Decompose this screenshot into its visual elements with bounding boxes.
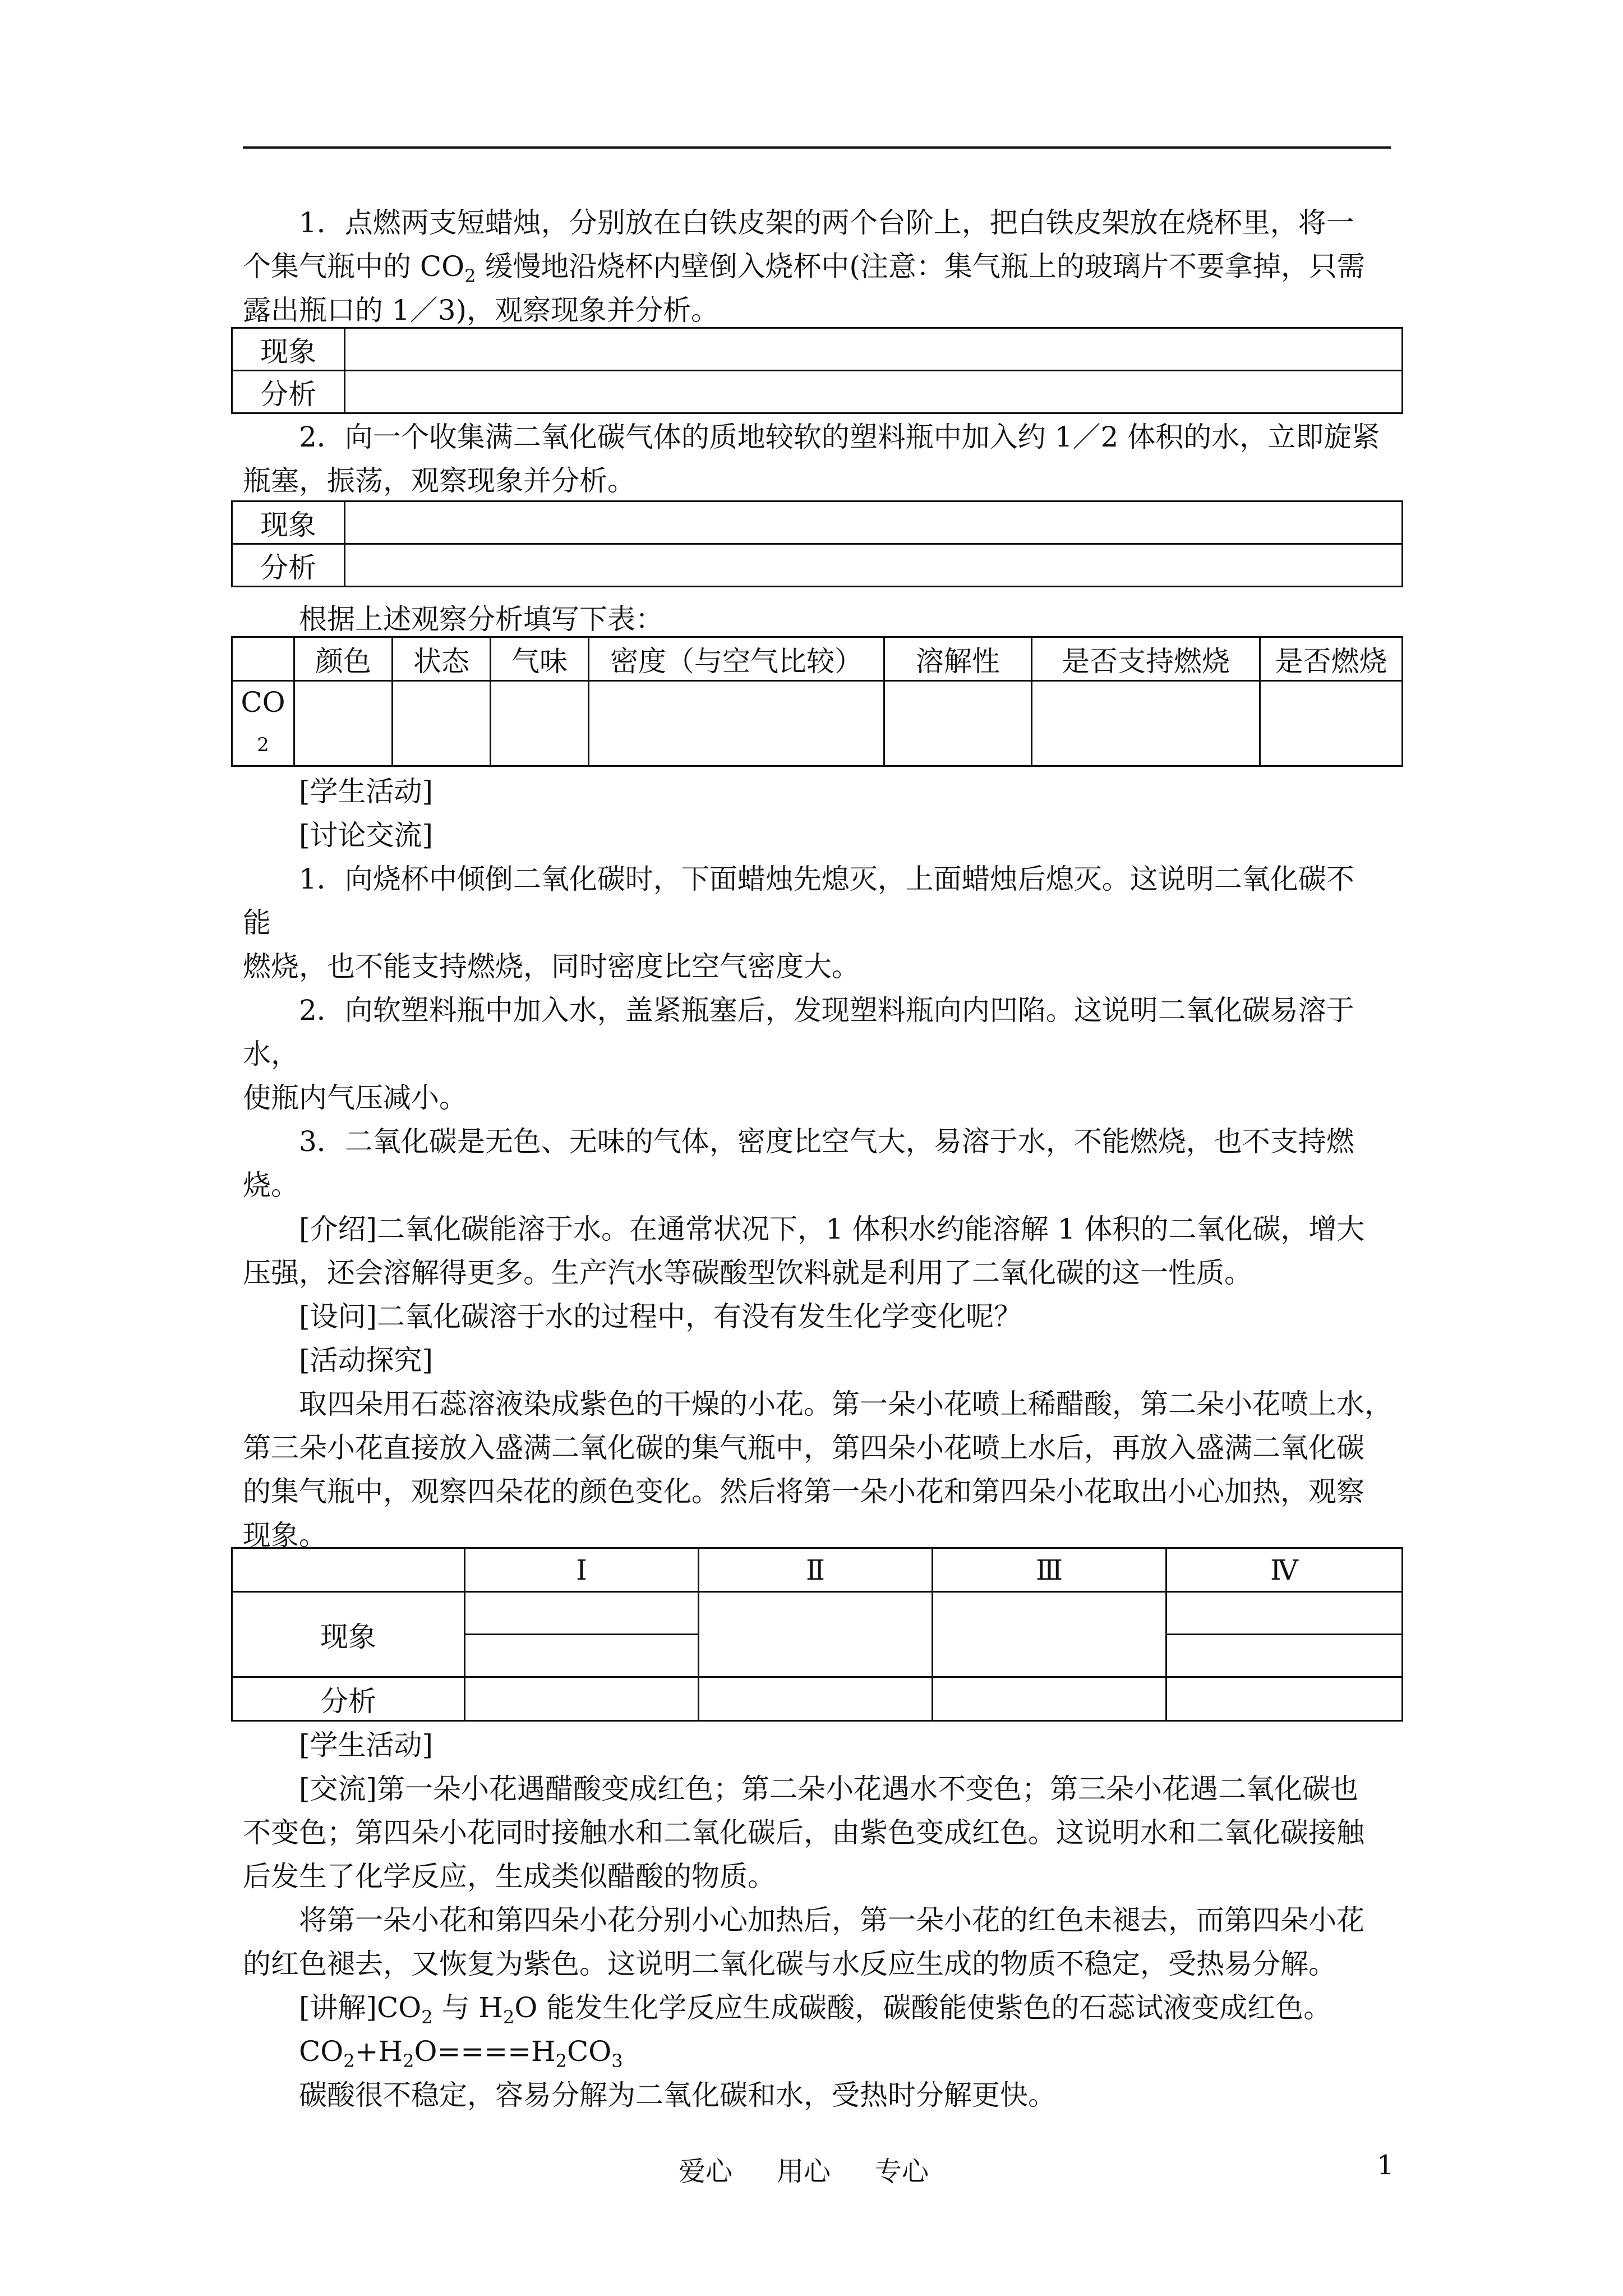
header-supports-combustion: 是否支持燃烧 [1032, 637, 1260, 681]
discussion-1-line3: 燃烧，也不能支持燃烧，同时密度比空气密度大。 [243, 950, 860, 983]
observation-table-1 [231, 327, 1403, 414]
header-color: 颜色 [294, 637, 393, 681]
header-rule [243, 146, 1391, 149]
phenomenon-cell [345, 328, 1403, 371]
discussion-3-line2: 烧。 [243, 1169, 299, 1202]
col-header-1: Ⅰ [465, 1548, 699, 1592]
question-line: [设问]二氧化碳溶于水的过程中，有没有发生化学变化呢？ [299, 1300, 1022, 1333]
row-label-co2: CO 2 [232, 681, 294, 766]
row-label-phenomenon: 现象 [232, 1592, 465, 1677]
experiment-line4: 现象。 [243, 1519, 327, 1552]
co2-properties-table [231, 636, 1403, 767]
discussion-2-line3: 使瓶内气压减小。 [243, 1082, 467, 1114]
header-solubility: 溶解性 [884, 637, 1032, 681]
fill-intro: 根据上述观察分析填写下表： [299, 603, 663, 636]
row-label-phenomenon: 现象 [232, 328, 345, 371]
heating-line1: 将第一朵小花和第四朵小花分别小心加热后，第一朵小花的红色未褪去，而第四朵小花 [299, 1904, 1364, 1936]
col-header-4: Ⅳ [1166, 1548, 1403, 1592]
footer-slogan-3: 专心 [875, 2156, 929, 2187]
discussion-1-line2: 能 [243, 907, 271, 939]
heating-line2: 的红色褪去，又恢复为紫色。这说明二氧化碳与水反应生成的物质不稳定，受热易分解。 [243, 1948, 1336, 1980]
student-activity-heading-2: [学生活动] [299, 1729, 434, 1761]
header-combustible: 是否燃烧 [1260, 637, 1403, 681]
exchange-line1: [交流]第一朵小花遇醋酸变成红色；第二朵小花遇水不变色；第三朵小花遇二氧化碳也 [299, 1773, 1359, 1805]
header-state: 状态 [393, 637, 491, 681]
step1-line3: 露出瓶口的 1／3)，观察现象并分析。 [243, 294, 720, 326]
discussion-2-line1: 2．向软塑料瓶中加入水，盖紧瓶塞后，发现塑料瓶向内凹陷。这说明二氧化碳易溶于 [299, 994, 1354, 1027]
footer-slogan-1: 爱心 [679, 2156, 733, 2187]
chemical-equation: $CO_2+H_2O====H_2CO_3$ [299, 2035, 623, 2072]
discussion-1-line1: 1．向烧杯中倾倒二氧化碳时，下面蜡烛先熄灭，上面蜡烛后熄灭。这说明二氧化碳不 [299, 863, 1354, 895]
row-label-phenomenon: 现象 [232, 501, 345, 544]
col-header-3: Ⅲ [933, 1548, 1166, 1592]
introduction-line1: [介绍]二氧化碳能溶于水。在通常状况下，1 体积水约能溶解 1 体积的二氧化碳，增大 [299, 1213, 1365, 1245]
phenomenon-cell [345, 501, 1403, 544]
header-odor: 气味 [491, 637, 589, 681]
experiment-line1: 取四朵用石蕊溶液染成紫色的干燥的小花。第一朵小花喷上稀醋酸，第二朵小花喷上水， [299, 1388, 1393, 1420]
col-header-2: Ⅱ [699, 1548, 933, 1592]
observation-table-2 [231, 500, 1403, 587]
discussion-2-line2: 水， [243, 1038, 299, 1070]
row-label-analysis: 分析 [232, 371, 345, 413]
step1-line2: 个集气瓶中的 $CO_2$ 缓慢地沿烧杯内壁倒入烧杯中(注意：集气瓶上的玻璃片不要拿掉，只需 [243, 250, 1365, 287]
experiment-line3: 的集气瓶中，观察四朵花的颜色变化。然后将第一朵小花和第四朵小花取出小心加热，观察 [243, 1475, 1364, 1508]
exchange-line2: 不变色；第四朵小花同时接触水和二氧化碳后，由紫色变成红色。这说明水和二氧化碳接触 [243, 1816, 1364, 1849]
explanation-line: [讲解]$CO_2$ 与 $H_2O$ 能发生化学反应生成碳酸，碳酸能使紫色的石蕊试液变成红色。 [299, 1991, 1332, 2028]
discussion-heading: [讨论交流] [299, 819, 434, 852]
flower-experiment-table [231, 1547, 1403, 1722]
explore-heading: [活动探究] [299, 1344, 434, 1377]
introduction-line2: 压强，还会溶解得更多。生产汽水等碳酸型饮料就是利用了二氧化碳的这一性质。 [243, 1257, 1252, 1289]
experiment-line2: 第三朵小花直接放入盛满二氧化碳的集气瓶中，第四朵小花喷上水后，再放入盛满二氧化碳 [243, 1432, 1364, 1464]
header-density: 密度（与空气比较） [589, 637, 884, 681]
row-label-analysis: 分析 [232, 1677, 465, 1721]
analysis-cell [345, 544, 1403, 587]
analysis-cell [345, 371, 1403, 413]
student-activity-heading: [学生活动] [299, 775, 434, 808]
exchange-line3: 后发生了化学反应，生成类似醋酸的物质。 [243, 1860, 776, 1893]
final-line: 碳酸很不稳定，容易分解为二氧化碳和水，受热时分解更快。 [299, 2079, 1056, 2111]
step2-line1: 2．向一个收集满二氧化碳气体的质地较软的塑料瓶中加入约 1／2 体积的水，立即旋紧 [299, 421, 1380, 453]
page-number: 1 [1377, 2150, 1394, 2181]
footer-slogan-2: 用心 [777, 2156, 831, 2187]
discussion-3-line1: 3．二氧化碳是无色、无味的气体，密度比空气大，易溶于水，不能燃烧，也不支持燃 [299, 1125, 1354, 1158]
row-label-analysis: 分析 [232, 544, 345, 587]
step2-line2: 瓶塞，振荡，观察现象并分析。 [243, 464, 635, 497]
step1-line1: 1．点燃两支短蜡烛，分别放在白铁皮架的两个台阶上，把白铁皮架放在烧杯里，将一 [299, 206, 1354, 239]
